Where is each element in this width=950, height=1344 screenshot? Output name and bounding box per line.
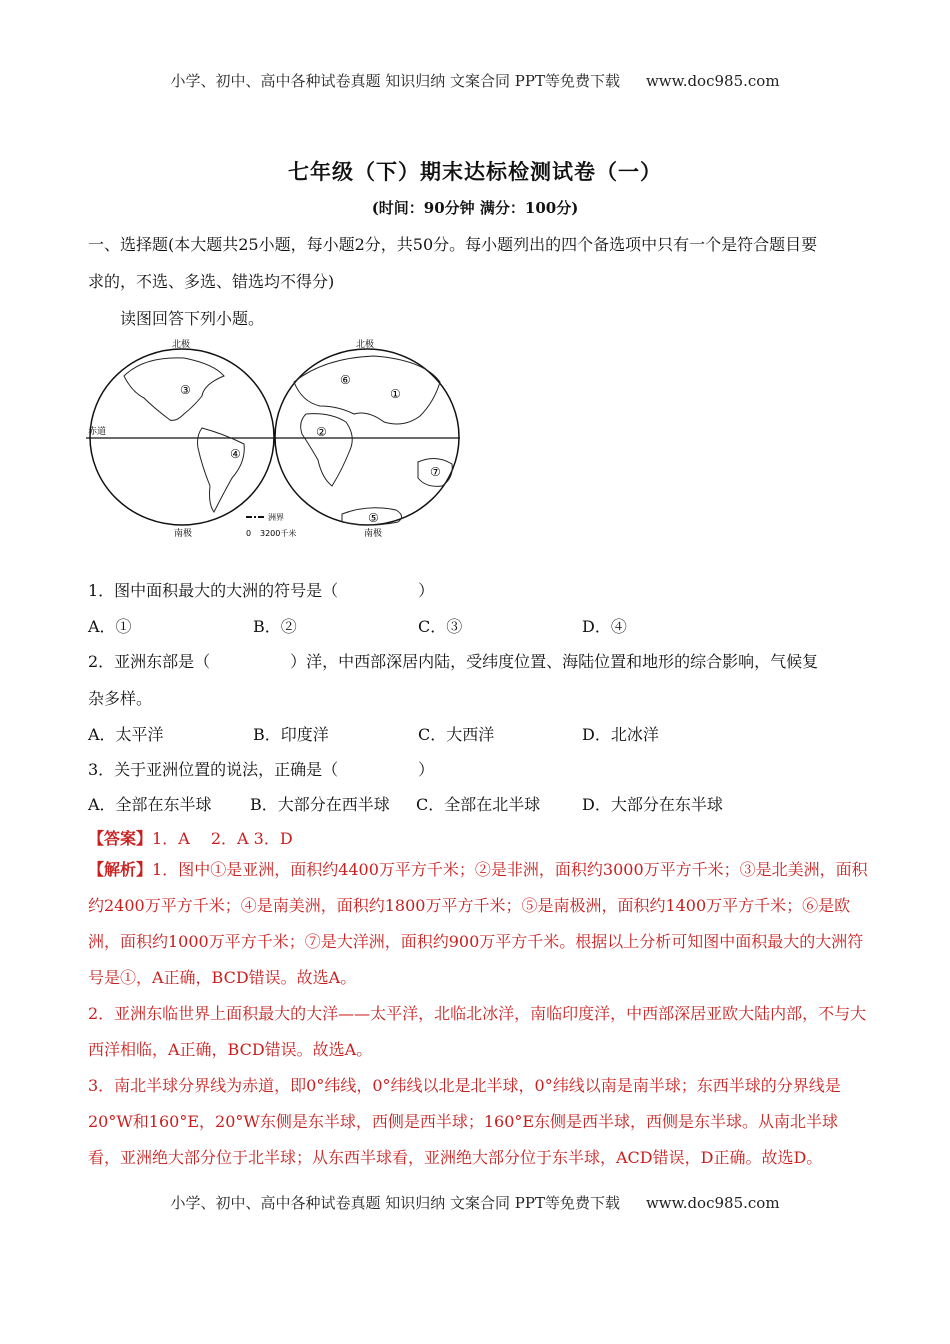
world-map-figure <box>84 336 474 546</box>
analysis-block <box>88 852 868 1176</box>
map-intro: 读图回答下列小题。 <box>120 309 265 328</box>
q2-option-c[interactable]: C．大西洋 <box>418 725 495 744</box>
q3-option-d[interactable]: D．大部分在东半球 <box>582 795 723 814</box>
analysis-p1 <box>88 852 868 996</box>
q1-option-a[interactable]: A．① <box>88 617 132 636</box>
south-america-shape <box>198 428 245 512</box>
exam-info: (时间：90分钟 满分：100分) <box>371 199 579 217</box>
label-6: ⑥ <box>340 373 351 387</box>
header-text: 小学、初中、高中各种试卷真题 知识归纳 文案合同 PPT等免费下载 <box>170 72 620 90</box>
page-header <box>0 70 950 91</box>
q2-option-d[interactable]: D．北冰洋 <box>582 725 659 744</box>
footer-url[interactable]: www.doc985.com <box>645 1194 780 1212</box>
q1-option-b[interactable]: B．② <box>253 617 297 636</box>
analysis-p1-text: 1．图中①是亚洲，面积约4400万平方千米；②是非洲，面积约3000万平方千米；③是北美洲，面积约2400万平方千米；④是南美洲，面积约1800万平方千米；⑤是南极洲，面积约1400万平方千米；⑥是欧洲，面积约1000万平方千米；⑦是大洋洲，面积约900万平方千米。根据以上分析可知图中面积最大的大洲符号是①，A正确，BCD错误。故选A。 <box>88 860 868 987</box>
north-america-shape <box>124 358 224 421</box>
label-3: ③ <box>180 383 191 397</box>
north-pole-label-east: 北极 <box>356 340 375 350</box>
label-4: ④ <box>230 447 241 461</box>
label-5: ⑤ <box>368 511 379 525</box>
footer-text: 小学、初中、高中各种试卷真题 知识归纳 文案合同 PPT等免费下载 <box>170 1194 620 1212</box>
equator-label: 赤道 <box>88 427 107 437</box>
analysis-tag: 【解析】 <box>88 860 153 879</box>
q1-option-c[interactable]: C．③ <box>418 617 463 636</box>
q3-option-a[interactable]: A．全部在东半球 <box>88 795 212 814</box>
label-2: ② <box>316 425 327 439</box>
q3-option-b[interactable]: B．大部分在西半球 <box>250 795 390 814</box>
label-1: ① <box>390 387 401 401</box>
boundary-legend-label: 洲界 <box>268 513 284 522</box>
north-pole-label-west: 北极 <box>172 340 191 350</box>
label-7: ⑦ <box>430 465 441 479</box>
question-2-stem-line1: 2．亚洲东部是（ ）洋，中西部深居内陆，受纬度位置、海陆位置和地形的综合影响，气候复 <box>88 652 819 671</box>
analysis-p2: 2．亚洲东临世界上面积最大的大洋——太平洋，北临北冰洋，南临印度洋，中西部深居亚欧大陆内部，不与大西洋相临，A正确，BCD错误。故选A。 <box>88 1004 867 1059</box>
q2-option-a[interactable]: A．太平洋 <box>88 725 164 744</box>
analysis-p3: 3．南北半球分界线为赤道，即0°纬线，0°纬线以北是北半球，0°纬线以南是南半球；东西半球的分界线是20°W和160°E，20°W东侧是东半球，西侧是西半球；160°E东侧是西半球，西侧是东半球。从南北半球看，亚洲绝大部分位于北半球；从东西半球看，亚洲绝大部分位于东半球，ACD错误，D正确。故选D。 <box>88 1076 841 1167</box>
answer-line <box>88 826 293 849</box>
south-pole-label-west: 南极 <box>174 529 193 539</box>
question-1-stem: 1．图中面积最大的大洲的符号是（ ） <box>88 581 435 600</box>
page-footer <box>0 1192 950 1213</box>
section-heading-line2: 求的，不选、多选、错选均不得分) <box>88 272 335 291</box>
scale-zero: 0 <box>246 529 252 538</box>
south-pole-label-east: 南极 <box>364 529 383 539</box>
section-heading-line1: 一、选择题(本大题共25小题，每小题2分，共50分。每小题列出的四个备选项中只有一个是符合题目要 <box>88 235 818 254</box>
q2-option-b[interactable]: B．印度洋 <box>253 725 329 744</box>
q3-option-c[interactable]: C．全部在北半球 <box>416 795 541 814</box>
q1-option-d[interactable]: D．④ <box>582 617 627 636</box>
header-url[interactable]: www.doc985.com <box>645 72 780 90</box>
western-hemisphere-outline <box>90 349 274 525</box>
question-3-stem: 3．关于亚洲位置的说法，正确是（ ） <box>88 760 435 779</box>
answer-text: 1．A 2．A 3．D <box>152 829 293 848</box>
page-title: 七年级（下）期末达标检测试卷（一） <box>288 159 662 184</box>
scale-value: 3200千米 <box>260 529 297 538</box>
answer-tag: 【答案】 <box>88 829 153 848</box>
question-2-stem-line2: 杂多样。 <box>88 689 153 708</box>
